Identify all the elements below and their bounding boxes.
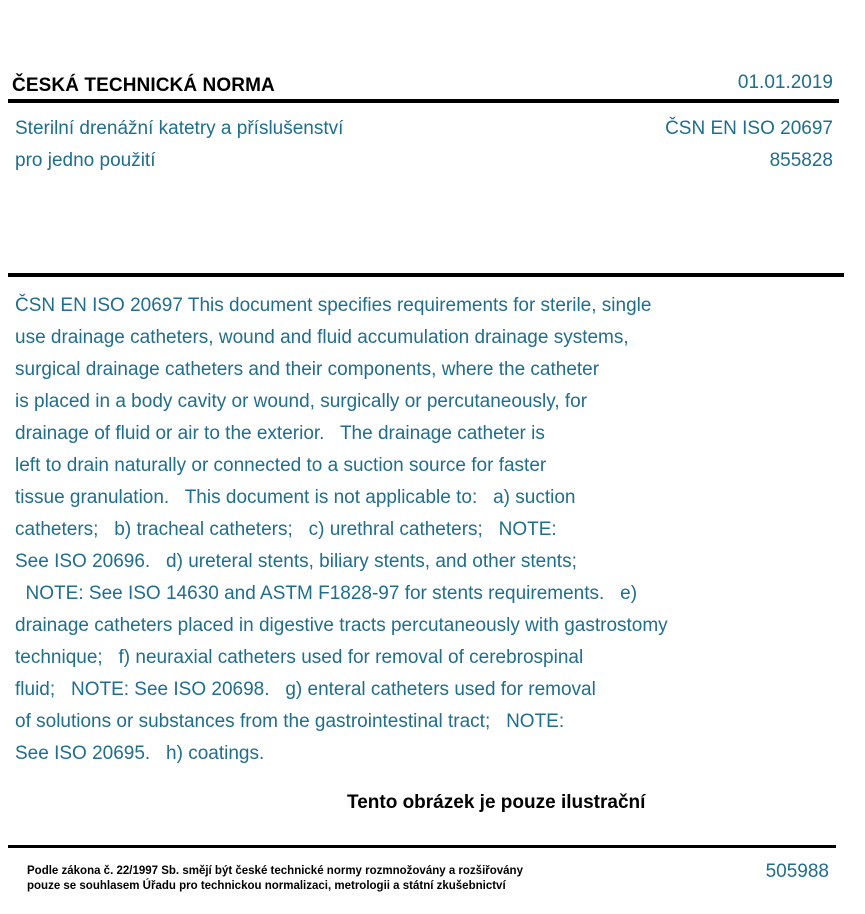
abstract-line: ČSN EN ISO 20697 This document specifies requirements for sterile, single [15, 295, 652, 316]
abstract-line: technique; f) neuraxial catheters used for removal of cerebrospinal [15, 647, 584, 668]
standard-code: ČSN EN ISO 20697 [665, 118, 833, 139]
abstract-line: See ISO 20695. h) coatings. [15, 743, 265, 764]
footer-rule [8, 845, 836, 848]
abstract-line: drainage of fluid or air to the exterior. The drainage catheter is [15, 423, 545, 444]
abstract-line: use drainage catheters, wound and fluid accumulation drainage systems, [15, 327, 629, 348]
standard-title-line1: Sterilní drenážní katetry a příslušenství [15, 118, 344, 139]
standard-title-line2: pro jedno použití [15, 150, 156, 171]
classification-number: 855828 [769, 150, 833, 171]
issue-date: 01.01.2019 [737, 72, 833, 93]
abstract-line: is placed in a body cavity or wound, surgically or percutaneously, for [15, 391, 588, 412]
abstract-line: drainage catheters placed in digestive tracts percutaneously with gastrostomy [15, 615, 668, 636]
abstract-line: of solutions or substances from the gastrointestinal tract; NOTE: [15, 711, 565, 732]
abstract-line: tissue granulation. This document is not applicable to: a) suction [15, 487, 576, 508]
abstract-text [15, 290, 815, 770]
abstract-line: left to drain naturally or connected to a suction source for faster [15, 455, 547, 476]
illustration-note: Tento obrázek je pouze ilustrační [347, 792, 646, 813]
section-rule [8, 273, 844, 277]
abstract-line: fluid; NOTE: See ISO 20698. g) enteral catheters used for removal [15, 679, 596, 700]
abstract-line: NOTE: See ISO 14630 and ASTM F1828-97 for stents requirements. e) [15, 583, 638, 604]
abstract-line: catheters; b) tracheal catheters; c) urethral catheters; NOTE: [15, 519, 557, 540]
legal-notice-line2: pouze se souhlasem Úřadu pro technickou normalizaci, metrologii a státní zkušebnictví [27, 880, 506, 892]
legal-notice-line1: Podle zákona č. 22/1997 Sb. smějí být české technické normy rozmnožovány a rozšiřovány [27, 865, 523, 877]
legal-notice [27, 864, 523, 894]
abstract-line: surgical drainage catheters and their components, where the catheter [15, 359, 600, 380]
document-number: 505988 [765, 861, 829, 882]
document-type-title: ČESKÁ TECHNICKÁ NORMA [12, 75, 275, 96]
header-rule [8, 99, 839, 103]
abstract-line: See ISO 20696. d) ureteral stents, biliary stents, and other stents; [15, 551, 577, 572]
